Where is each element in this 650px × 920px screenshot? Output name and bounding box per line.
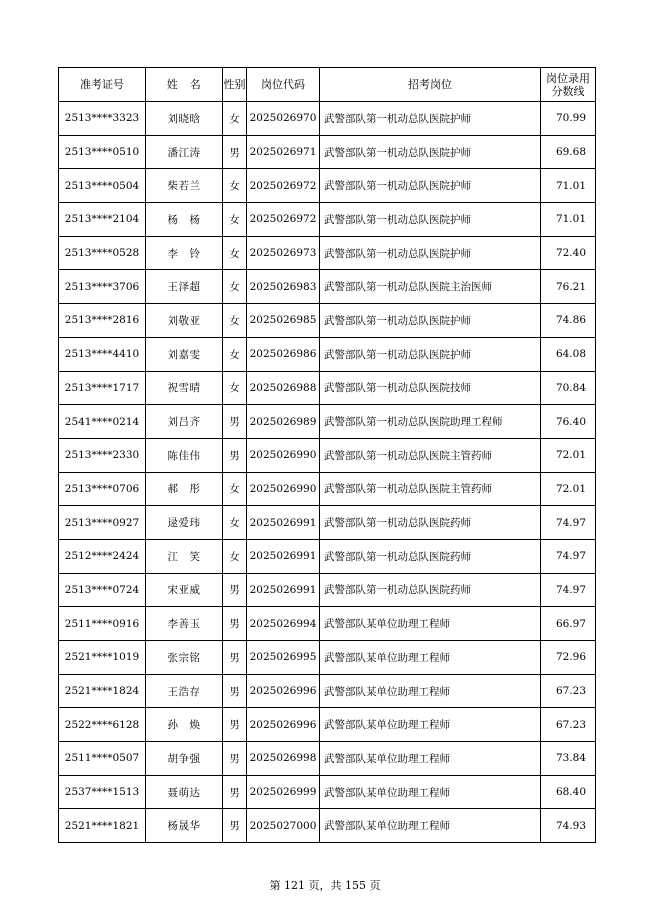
cell-post: 武警部队第一机动总队医院护师	[320, 203, 541, 237]
cell-post: 武警部队第一机动总队医院主管药师	[320, 438, 541, 472]
cell-post-code: 2025026991	[247, 573, 320, 607]
table-row	[59, 809, 596, 843]
cell-post: 武警部队第一机动总队医院药师	[320, 506, 541, 540]
cell-exam-id: 2521****1019	[59, 641, 146, 675]
cell-name: 祝雪晴	[146, 371, 223, 405]
cell-exam-id: 2513****2816	[59, 304, 146, 338]
cell-post: 武警部队某单位助理工程师	[320, 809, 541, 843]
cell-post-code: 2025026986	[247, 337, 320, 371]
cell-score-line: 67.23	[541, 708, 596, 742]
cell-post-code: 2025026996	[247, 708, 320, 742]
cell-sex: 女	[223, 472, 247, 506]
cell-name: 聂萌达	[146, 775, 223, 809]
cell-exam-id: 2513****1717	[59, 371, 146, 405]
cell-post-code: 2025026991	[247, 539, 320, 573]
cell-sex: 男	[223, 674, 247, 708]
cell-sex: 男	[223, 573, 247, 607]
cell-score-line: 74.97	[541, 573, 596, 607]
cell-post-code: 2025026990	[247, 438, 320, 472]
cell-sex: 男	[223, 641, 247, 675]
cell-sex: 男	[223, 607, 247, 641]
table-row	[59, 742, 596, 776]
cell-sex: 女	[223, 236, 247, 270]
cell-post: 武警部队某单位助理工程师	[320, 742, 541, 776]
cell-score-line: 76.40	[541, 405, 596, 439]
cell-score-line: 72.40	[541, 236, 596, 270]
cell-score-line: 74.93	[541, 809, 596, 843]
cell-score-line: 72.01	[541, 472, 596, 506]
cell-post: 武警部队第一机动总队医院药师	[320, 539, 541, 573]
cell-name: 王浩存	[146, 674, 223, 708]
cell-post: 武警部队第一机动总队医院药师	[320, 573, 541, 607]
table-row	[59, 607, 596, 641]
cell-post-code: 2025026990	[247, 472, 320, 506]
cell-exam-id: 2541****0214	[59, 405, 146, 439]
cell-post: 武警部队某单位助理工程师	[320, 674, 541, 708]
cell-exam-id: 2513****4410	[59, 337, 146, 371]
cell-name: 李 铃	[146, 236, 223, 270]
cell-name: 郝 彤	[146, 472, 223, 506]
cell-sex: 女	[223, 102, 247, 136]
table-row	[59, 270, 596, 304]
cell-post: 武警部队第一机动总队医院主管药师	[320, 472, 541, 506]
cell-post: 武警部队某单位助理工程师	[320, 775, 541, 809]
cell-sex: 男	[223, 775, 247, 809]
cell-post-code: 2025026971	[247, 135, 320, 169]
cell-exam-id: 2512****2424	[59, 539, 146, 573]
table-row	[59, 506, 596, 540]
cell-sex: 男	[223, 405, 247, 439]
cell-name: 张宗铭	[146, 641, 223, 675]
table-row	[59, 405, 596, 439]
cell-post-code: 2025026988	[247, 371, 320, 405]
cell-sex: 女	[223, 337, 247, 371]
cell-name: 孙 焕	[146, 708, 223, 742]
cell-sex: 女	[223, 539, 247, 573]
cell-name: 柴若兰	[146, 169, 223, 203]
cell-post-code: 2025026983	[247, 270, 320, 304]
cell-post: 武警部队某单位助理工程师	[320, 641, 541, 675]
table-row	[59, 337, 596, 371]
table-row	[59, 236, 596, 270]
cell-sex: 男	[223, 809, 247, 843]
cell-score-line: 67.23	[541, 674, 596, 708]
cell-post-code: 2025026972	[247, 169, 320, 203]
cell-sex: 男	[223, 438, 247, 472]
table-row	[59, 371, 596, 405]
header-post-code: 岗位代码	[247, 68, 320, 102]
header-post: 招考岗位	[320, 68, 541, 102]
cell-name: 宋亚威	[146, 573, 223, 607]
cell-name: 潘江涛	[146, 135, 223, 169]
cell-sex: 男	[223, 708, 247, 742]
cell-name: 杨晟华	[146, 809, 223, 843]
cell-exam-id: 2513****2330	[59, 438, 146, 472]
cell-exam-id: 2513****3323	[59, 102, 146, 136]
cell-post-code: 2025026999	[247, 775, 320, 809]
cell-sex: 男	[223, 135, 247, 169]
cell-score-line: 70.99	[541, 102, 596, 136]
cell-exam-id: 2513****2104	[59, 203, 146, 237]
cell-post: 武警部队某单位助理工程师	[320, 708, 541, 742]
header-score-line: 岗位录用分数线	[541, 68, 596, 102]
cell-score-line: 71.01	[541, 203, 596, 237]
cell-exam-id: 2521****1821	[59, 809, 146, 843]
table-row	[59, 102, 596, 136]
cell-name: 逯爱玮	[146, 506, 223, 540]
cell-sex: 女	[223, 270, 247, 304]
cell-post-code: 2025026989	[247, 405, 320, 439]
cell-exam-id: 2513****3706	[59, 270, 146, 304]
cell-post-code: 2025026970	[247, 102, 320, 136]
cell-sex: 女	[223, 203, 247, 237]
cell-post: 武警部队第一机动总队医院护师	[320, 135, 541, 169]
cell-exam-id: 2513****0706	[59, 472, 146, 506]
table-row	[59, 641, 596, 675]
table-row	[59, 674, 596, 708]
cell-exam-id: 2513****0528	[59, 236, 146, 270]
header-row	[59, 68, 596, 102]
cell-post-code: 2025026998	[247, 742, 320, 776]
table-row	[59, 775, 596, 809]
cell-post-code: 2025026996	[247, 674, 320, 708]
cell-score-line: 74.86	[541, 304, 596, 338]
cell-sex: 女	[223, 304, 247, 338]
cell-score-line: 66.97	[541, 607, 596, 641]
cell-exam-id: 2537****1513	[59, 775, 146, 809]
cell-post-code: 2025027000	[247, 809, 320, 843]
cell-post: 武警部队某单位助理工程师	[320, 607, 541, 641]
score-table	[58, 67, 596, 843]
cell-exam-id: 2522****6128	[59, 708, 146, 742]
table-row	[59, 472, 596, 506]
cell-score-line: 64.08	[541, 337, 596, 371]
cell-score-line: 73.84	[541, 742, 596, 776]
cell-exam-id: 2513****0724	[59, 573, 146, 607]
cell-sex: 女	[223, 506, 247, 540]
cell-sex: 男	[223, 742, 247, 776]
cell-exam-id: 2511****0916	[59, 607, 146, 641]
cell-score-line: 71.01	[541, 169, 596, 203]
cell-name: 胡争强	[146, 742, 223, 776]
cell-name: 刘吕齐	[146, 405, 223, 439]
cell-name: 江 笑	[146, 539, 223, 573]
cell-post: 武警部队第一机动总队医院护师	[320, 304, 541, 338]
cell-exam-id: 2511****0507	[59, 742, 146, 776]
header-name: 姓 名	[146, 68, 223, 102]
cell-score-line: 76.21	[541, 270, 596, 304]
cell-score-line: 74.97	[541, 506, 596, 540]
cell-name: 刘敬亚	[146, 304, 223, 338]
table-row	[59, 203, 596, 237]
cell-exam-id: 2513****0504	[59, 169, 146, 203]
cell-sex: 女	[223, 371, 247, 405]
cell-score-line: 72.01	[541, 438, 596, 472]
table-row	[59, 539, 596, 573]
cell-post: 武警部队第一机动总队医院护师	[320, 337, 541, 371]
cell-name: 王泽超	[146, 270, 223, 304]
table-row	[59, 708, 596, 742]
table-row	[59, 169, 596, 203]
cell-name: 陈佳伟	[146, 438, 223, 472]
cell-post: 武警部队第一机动总队医院助理工程师	[320, 405, 541, 439]
cell-name: 刘嘉雯	[146, 337, 223, 371]
cell-score-line: 68.40	[541, 775, 596, 809]
page-footer: 第 121 页，共 155 页	[269, 879, 381, 892]
table-row	[59, 135, 596, 169]
cell-exam-id: 2513****0510	[59, 135, 146, 169]
cell-post-code: 2025026994	[247, 607, 320, 641]
cell-post-code: 2025026995	[247, 641, 320, 675]
cell-score-line: 69.68	[541, 135, 596, 169]
cell-post-code: 2025026985	[247, 304, 320, 338]
cell-post-code: 2025026973	[247, 236, 320, 270]
cell-score-line: 72.96	[541, 641, 596, 675]
cell-score-line: 70.84	[541, 371, 596, 405]
cell-name: 刘晓晗	[146, 102, 223, 136]
cell-post: 武警部队第一机动总队医院护师	[320, 236, 541, 270]
cell-post: 武警部队第一机动总队医院技师	[320, 371, 541, 405]
cell-score-line: 74.97	[541, 539, 596, 573]
cell-exam-id: 2513****0927	[59, 506, 146, 540]
cell-exam-id: 2521****1824	[59, 674, 146, 708]
cell-post: 武警部队第一机动总队医院护师	[320, 102, 541, 136]
table-row	[59, 304, 596, 338]
header-exam-id: 准考证号	[59, 68, 146, 102]
cell-post: 武警部队第一机动总队医院护师	[320, 169, 541, 203]
table-row	[59, 573, 596, 607]
header-sex: 性别	[223, 68, 247, 102]
cell-sex: 女	[223, 169, 247, 203]
cell-post-code: 2025026991	[247, 506, 320, 540]
cell-post: 武警部队第一机动总队医院主治医师	[320, 270, 541, 304]
table-body	[59, 102, 596, 843]
cell-name: 杨 杨	[146, 203, 223, 237]
table-header	[59, 68, 596, 102]
cell-post-code: 2025026972	[247, 203, 320, 237]
table-row	[59, 438, 596, 472]
cell-name: 李善玉	[146, 607, 223, 641]
